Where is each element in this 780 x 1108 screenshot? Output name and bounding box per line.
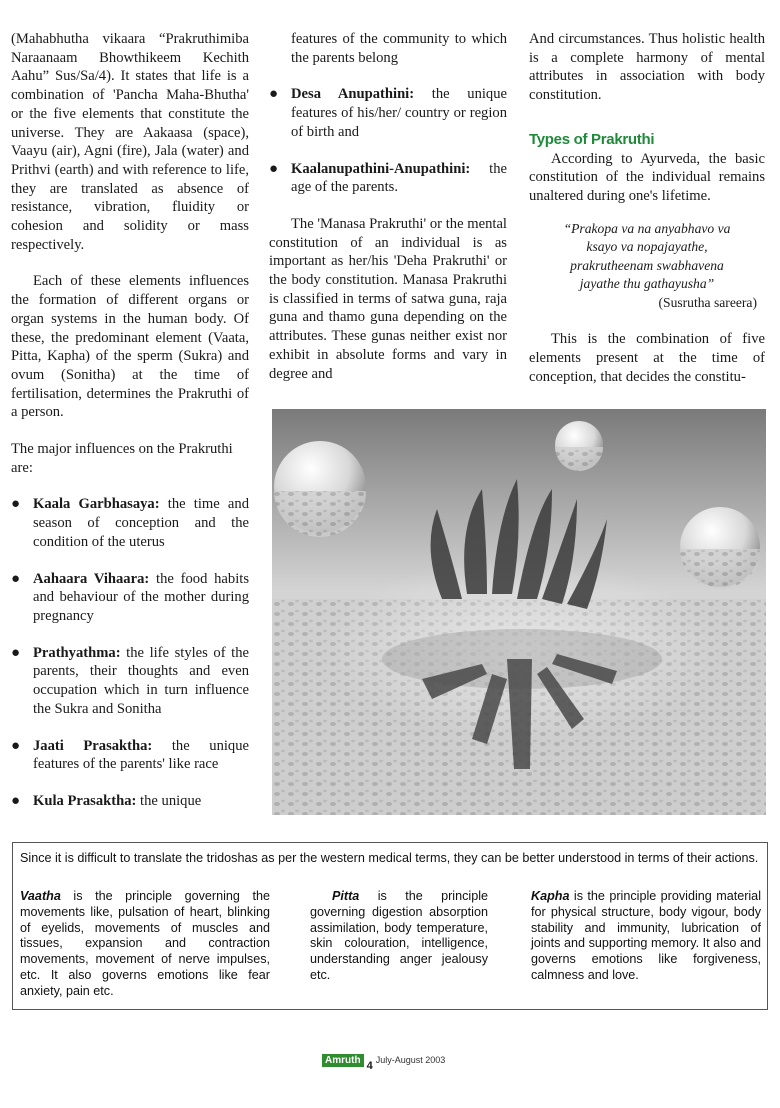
section-heading: Types of Prakruthi	[529, 130, 655, 148]
list-text: the unique features of his/her/ country or region of birth and	[291, 86, 507, 140]
list-item: ● Jaati Prasaktha: the unique features of the parents' like race	[11, 737, 249, 773]
verse-source: (Susrutha sareera)	[658, 294, 757, 310]
sphere-top	[555, 421, 603, 471]
paragraph: (Mahabhutha vikaara “Prakruthimiba Naraanaam Bhowthikeem Kechith Aahu” Sus/Sa/4). It states that life is a combination of 'Pancha Maha-Bhutha' or the five elements that constitute the universe. They are Aakaasa (space), Vaayu (air), Agni (fire), Jala (water) and Prithvi (earth) and with reference to life, they are translated as absence of resistance, vibration, fluidity or cohesion and solidity or mass respectively.	[11, 31, 249, 253]
list-item: ● Kaalanupathini-Anupathini: the age of the parents.	[269, 160, 507, 196]
list-item: ● Prathyathma: the life styles of the parents, their thoughts and even occupation which in turn influence the Sukra and Sonitha	[11, 644, 249, 717]
dosha-text: is the principle governing digestion absorption assimilation, body temperature, skin colouration, intelligence, understanding anger jealousy etc.	[310, 889, 488, 982]
sphere-left	[274, 441, 366, 537]
sphere-right	[680, 507, 760, 589]
box-column-vaatha	[20, 889, 270, 1000]
list-item: ● Kaala Garbhasaya: the time and season of conception and the condition of the uterus	[11, 496, 250, 550]
list-term: Prathyathma:	[33, 644, 121, 661]
page-number: 4	[366, 1060, 373, 1072]
verse-line: “Prakopa va na anyabhavo va	[563, 220, 731, 236]
list-item: ● Desa Anupathini: the unique features of his/her/ country or region of birth and	[269, 86, 507, 140]
paragraph: This is the combination of five elements present at the time of conception, that decides the constitu-	[529, 331, 765, 385]
magazine-logo: Amruth	[322, 1054, 364, 1067]
list-text: the food habits and behaviour of the mother during pregnancy	[33, 570, 249, 624]
list-term: Desa Anupathini:	[291, 86, 415, 103]
issue-date: July-August 2003	[375, 1055, 446, 1065]
list-term: Jaati Prasaktha:	[33, 737, 153, 754]
verse-line: jayathe thu gathayusha”	[579, 276, 715, 292]
paragraph: The 'Manasa Prakruthi' or the mental constitution of an individual is as important as her/his 'Deha Prakruthi' or the body constitution. Manasa Prakruthi is classified in terms of satwa guna, raja guna and thamo guna depending on the attributes. These gunas neither exist nor exhibit in absolute forms and vary in degree and	[269, 215, 507, 382]
page-footer	[322, 1050, 446, 1072]
list-text: the age of the parents.	[291, 160, 507, 196]
text-column-1	[11, 30, 249, 811]
list-item: ● Kula Prasaktha: the unique	[11, 792, 202, 809]
box-column-kapha	[531, 889, 761, 984]
paragraph: And circumstances. Thus holistic health is a complete harmony of mental attributes in association with body constitution.	[529, 31, 765, 104]
dosha-term: Kapha	[531, 889, 570, 903]
list-text: the unique features of the parents' like race	[33, 737, 249, 773]
list-term: Aahaara Vihaara:	[33, 570, 150, 587]
list-text: the life styles of the parents, their thoughts and even occupation which in turn influence the Sukra and Sonitha	[33, 644, 249, 717]
list-term: Kula Prasaktha:	[33, 792, 137, 809]
verse-line: prakrutheenam swabhavena	[570, 257, 724, 273]
box-intro: Since it is difficult to translate the tridoshas as per the western medical terms, they can be better understood in terms of their actions.	[20, 851, 759, 865]
verse-quote	[529, 220, 765, 313]
paragraph: According to Ayurveda, the basic constitution of the individual remains unaltered during one's lifetime.	[529, 150, 765, 204]
verse-line: ksayo va nopajayathe,	[586, 239, 708, 255]
list-text: the time and season of conception and the condition of the uterus	[33, 496, 250, 550]
dosha-term: Pitta	[332, 889, 360, 903]
paragraph: The major influences on the Prakruthi are:	[11, 441, 233, 476]
dosha-text: is the principle governing the movements like, pulsation of heart, blinking of eyelids, movements of muscles and tissues, expansion and contraction movements, movement of nerve impulses, etc. It also governs emotions like fear anxiety, pain etc.	[20, 889, 270, 998]
list-item: ● Aahaara Vihaara: the food habits and behaviour of the mother during pregnancy	[11, 570, 249, 624]
box-column-pitta	[310, 889, 488, 984]
list-term: Kaala Garbhasaya:	[33, 496, 160, 513]
text-column-3	[529, 30, 765, 386]
tridosha-box	[12, 842, 768, 1010]
list-term: Kaalanupathini-Anupathini:	[291, 160, 471, 177]
text-column-2	[269, 30, 507, 383]
list-text: the unique	[140, 792, 202, 809]
paragraph: features of the community to which the parents belong	[291, 31, 507, 66]
dosha-term: Vaatha	[20, 889, 61, 903]
dosha-text: is the principle providing material for physical structure, body vigour, body stability and immunity, lubrication of joints and supporting memory. It also and governs emotions like forgiveness, calmness and love.	[531, 889, 761, 982]
paragraph: Each of these elements influences the formation of different organs or organ systems in the human body. Of these, the predominant element (Vaata, Pitta, Kapha) of the sperm (Sukra) and ovum (Sonitha) at the time of fertilisation, determines the Prakruthi of a person.	[11, 273, 249, 421]
lotus-spheres-illustration	[272, 409, 766, 815]
